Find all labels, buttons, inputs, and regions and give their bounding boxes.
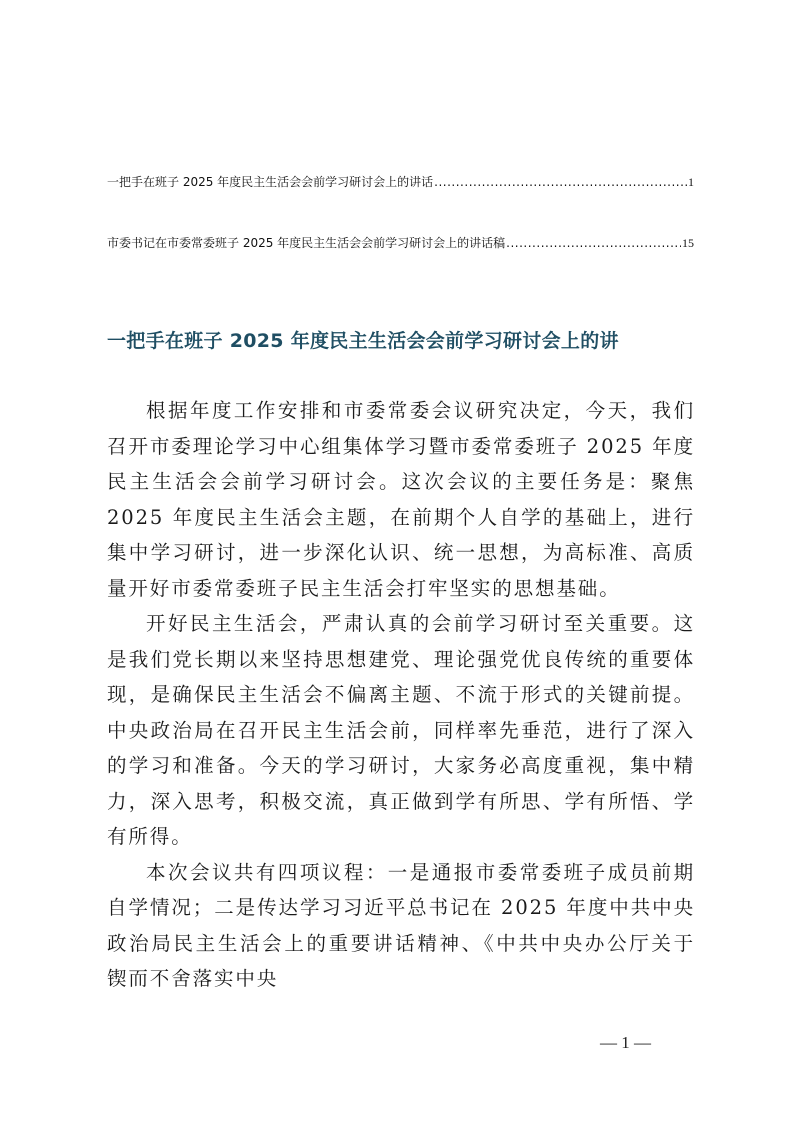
toc-entry[interactable] — [107, 174, 694, 190]
toc-entry-page: 1 — [688, 175, 694, 189]
page-number: — 1 — — [600, 1033, 651, 1052]
toc-entry[interactable] — [107, 235, 694, 251]
toc-entry-page: 15 — [682, 236, 694, 250]
paragraph: 根据年度工作安排和市委常委会议研究决定，今天，我们召开市委理论学习中心组集体学习暨市委常委班子 2025 年度民主生活会会前学习研讨会。这次会议的主要任务是：聚焦 2025 年度民主生活会主题，在前期个人自学的基础上，进行集中学习研讨，进一步深化认识、统一思想，为高标准、高质量开好市委常委班子民主生活会打牢坚实的思想基础。 — [107, 399, 695, 600]
paragraph: 本次会议共有四项议程：一是通报市委常委班子成员前期自学情况；二是传达学习习近平总书记在 2025 年度中共中央政治局民主生活会上的重要讲话精神、《中共中央办公厅关于锲而不舍落实中央 — [107, 860, 695, 990]
table-of-contents — [107, 174, 694, 251]
paragraph: 开好民主生活会，严肃认真的会前学习研讨至关重要。这是我们党长期以来坚持思想建党、理论强党优良传统的重要体现，是确保民主生活会不偏离主题、不流于形式的关键前提。中央政治局在召开民主生活会前，同样率先垂范，进行了深入的学习和准备。今天的学习研讨，大家务必高度重视，集中精力，深入思考，积极交流，真正做到学有所思、学有所悟、学有所得。 — [107, 612, 695, 848]
document-body — [107, 393, 695, 997]
toc-leader-dots — [434, 174, 687, 190]
toc-entry-title: 市委书记在市委常委班子 2025 年度民主生活会会前学习研讨会上的讲话稿 — [107, 236, 506, 250]
section-heading: 一把手在班子 2025 年度民主生活会会前学习研讨会上的讲 — [107, 330, 619, 352]
toc-leader-dots — [506, 235, 681, 251]
toc-entry-title: 一把手在班子 2025 年度民主生活会会前学习研讨会上的讲话 — [107, 175, 434, 189]
